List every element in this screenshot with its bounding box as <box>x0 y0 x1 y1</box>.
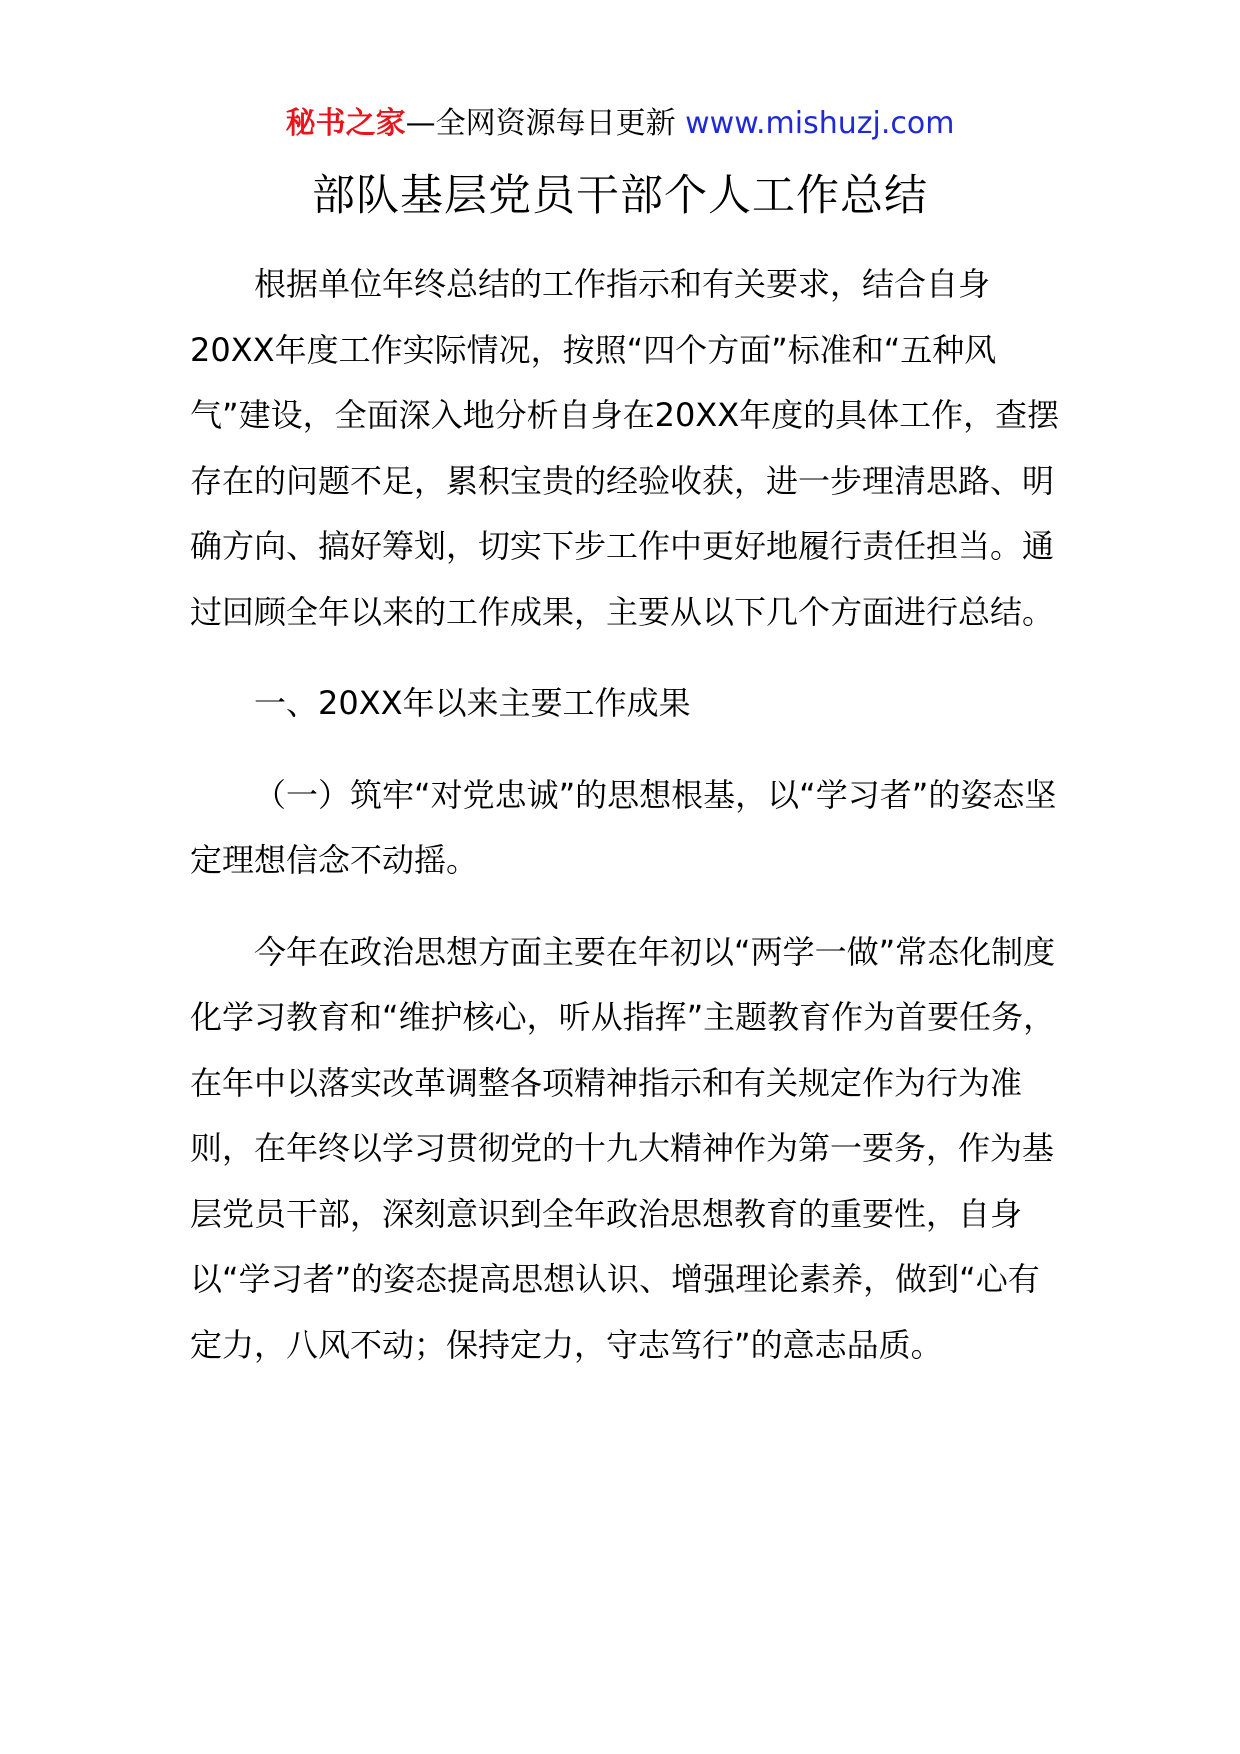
document-title: 部队基层党员干部个人工作总结 <box>312 171 928 221</box>
brand-name: 秘书之家 <box>285 106 406 141</box>
site-url-link[interactable]: www.mishuzj.com <box>685 106 955 141</box>
subsection-heading-1: （一）筑牢“对党忠诚”的思想根基，以“学习者”的姿态坚定理想信念不动摇。 <box>190 775 1057 879</box>
site-header <box>0 102 1240 146</box>
paragraph-intro: 根据单位年终总结的工作指示和有关要求，结合自身20XX年度工作实际情况，按照“四个方面”标准和“五种风气”建设，全面深入地分析自身在20XX年度的具体工作，查摆存在的问题不足，累积宝贵的经验收获，进一步理清思路、明确方向、搞好筹划，切实下步工作中更好地履行责任担当。通过回顾全年以来的工作成果，主要从以下几个方面进行总结。 <box>190 265 1060 631</box>
section-heading-1: 一、20XX年以来主要工作成果 <box>254 684 691 722</box>
paragraph-body-1: 今年在政治思想方面主要在年初以“两学一做”常态化制度化学习教育和“维护核心，听从指挥”主题教育作为首要任务，在年中以落实改革调整各项精神指示和有关规定作为行为准则，在年终以学习贯彻党的十九大精神作为第一要务，作为基层党员干部，深刻意识到全年政治思想教育的重要性，自身以“学习者”的姿态提高思想认识、增强理论素养，做到“心有定力，八风不动；保持定力，守志笃行”的意志品质。 <box>190 932 1056 1364</box>
document-body <box>190 252 1060 1378</box>
header-tagline: —全网资源每日更新 <box>405 106 686 141</box>
